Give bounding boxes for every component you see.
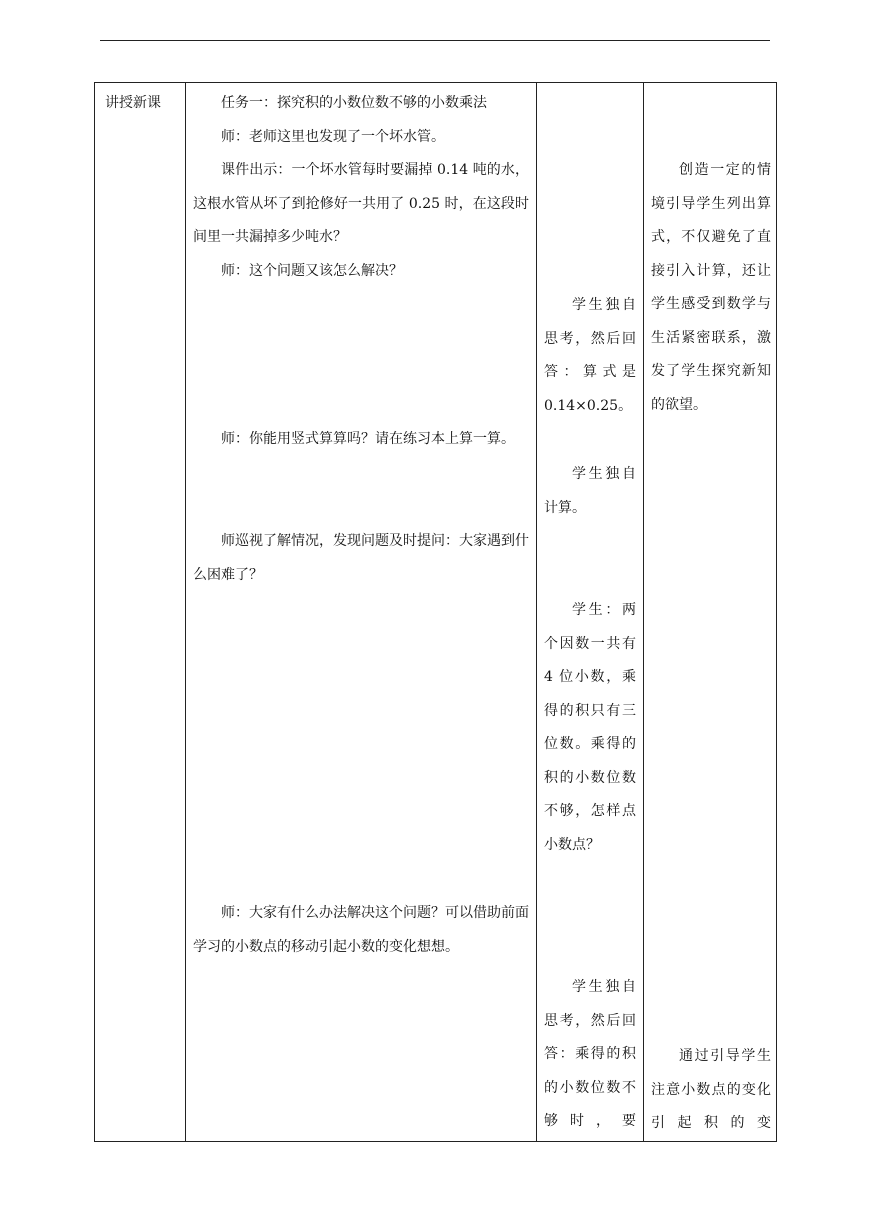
intent-text: 创造一定的情境引导学生列出算式，不仅避免了直接引入计算，还让学生感受到数学与生活紧密联系，激发了学生探究新知的欲望。 (651, 162, 771, 413)
student-activity (544, 971, 636, 1139)
student-response: 学生独自思考，然后回答：算式是 0.14×0.25。 (544, 297, 636, 414)
header-rule (100, 40, 770, 41)
section-label: 讲授新课 (105, 95, 161, 111)
teacher-line: 师巡视了解情况，发现问题及时提问：大家遇到什么困难了？ (193, 533, 529, 583)
teacher-line: 师：这个问题又该怎么解决？ (221, 262, 403, 279)
teacher-line: 师：老师这里也发现了一个坏水管。 (221, 128, 445, 145)
student-activity (544, 289, 636, 423)
task-title: 任务一：探究积的小数位数不够的小数乘法 (221, 95, 487, 111)
teacher-activities (193, 87, 529, 288)
design-intent (651, 1040, 771, 1141)
teacher-activities (193, 525, 529, 592)
teacher-line: 师：你能用竖式算算吗？请在练习本上算一算。 (221, 431, 515, 447)
column-divider (643, 83, 644, 1141)
lesson-table (94, 82, 777, 1142)
student-activity (544, 594, 636, 862)
intent-text: 通过引导学生注意小数点的变化引起积的变 (651, 1048, 771, 1131)
design-intent (651, 154, 771, 422)
column-divider (185, 83, 186, 1141)
teacher-line: 师：大家有什么办法解决这个问题？可以借助前面学习的小数点的移动引起小数的变化想想。 (193, 905, 529, 955)
teacher-activities (193, 897, 529, 964)
student-response: 学生独自思考，然后回答：乘得的积的小数位数不够时，要 (544, 979, 636, 1129)
student-response: 学生独自计算。 (544, 466, 636, 516)
column-divider (536, 83, 537, 1141)
student-activity (544, 458, 636, 525)
problem-statement: 课件出示：一个坏水管每时要漏掉 0.14 吨的水，这根水管从坏了到抢修好一共用了 0.25 时，在这段时间里一共漏掉多少吨水？ (193, 162, 529, 245)
student-response: 学生：两个因数一共有 4 位小数，乘得的积只有三位数。乘得的积的小数位数不够，怎样点小数点？ (544, 602, 636, 853)
teacher-activities (193, 423, 529, 457)
